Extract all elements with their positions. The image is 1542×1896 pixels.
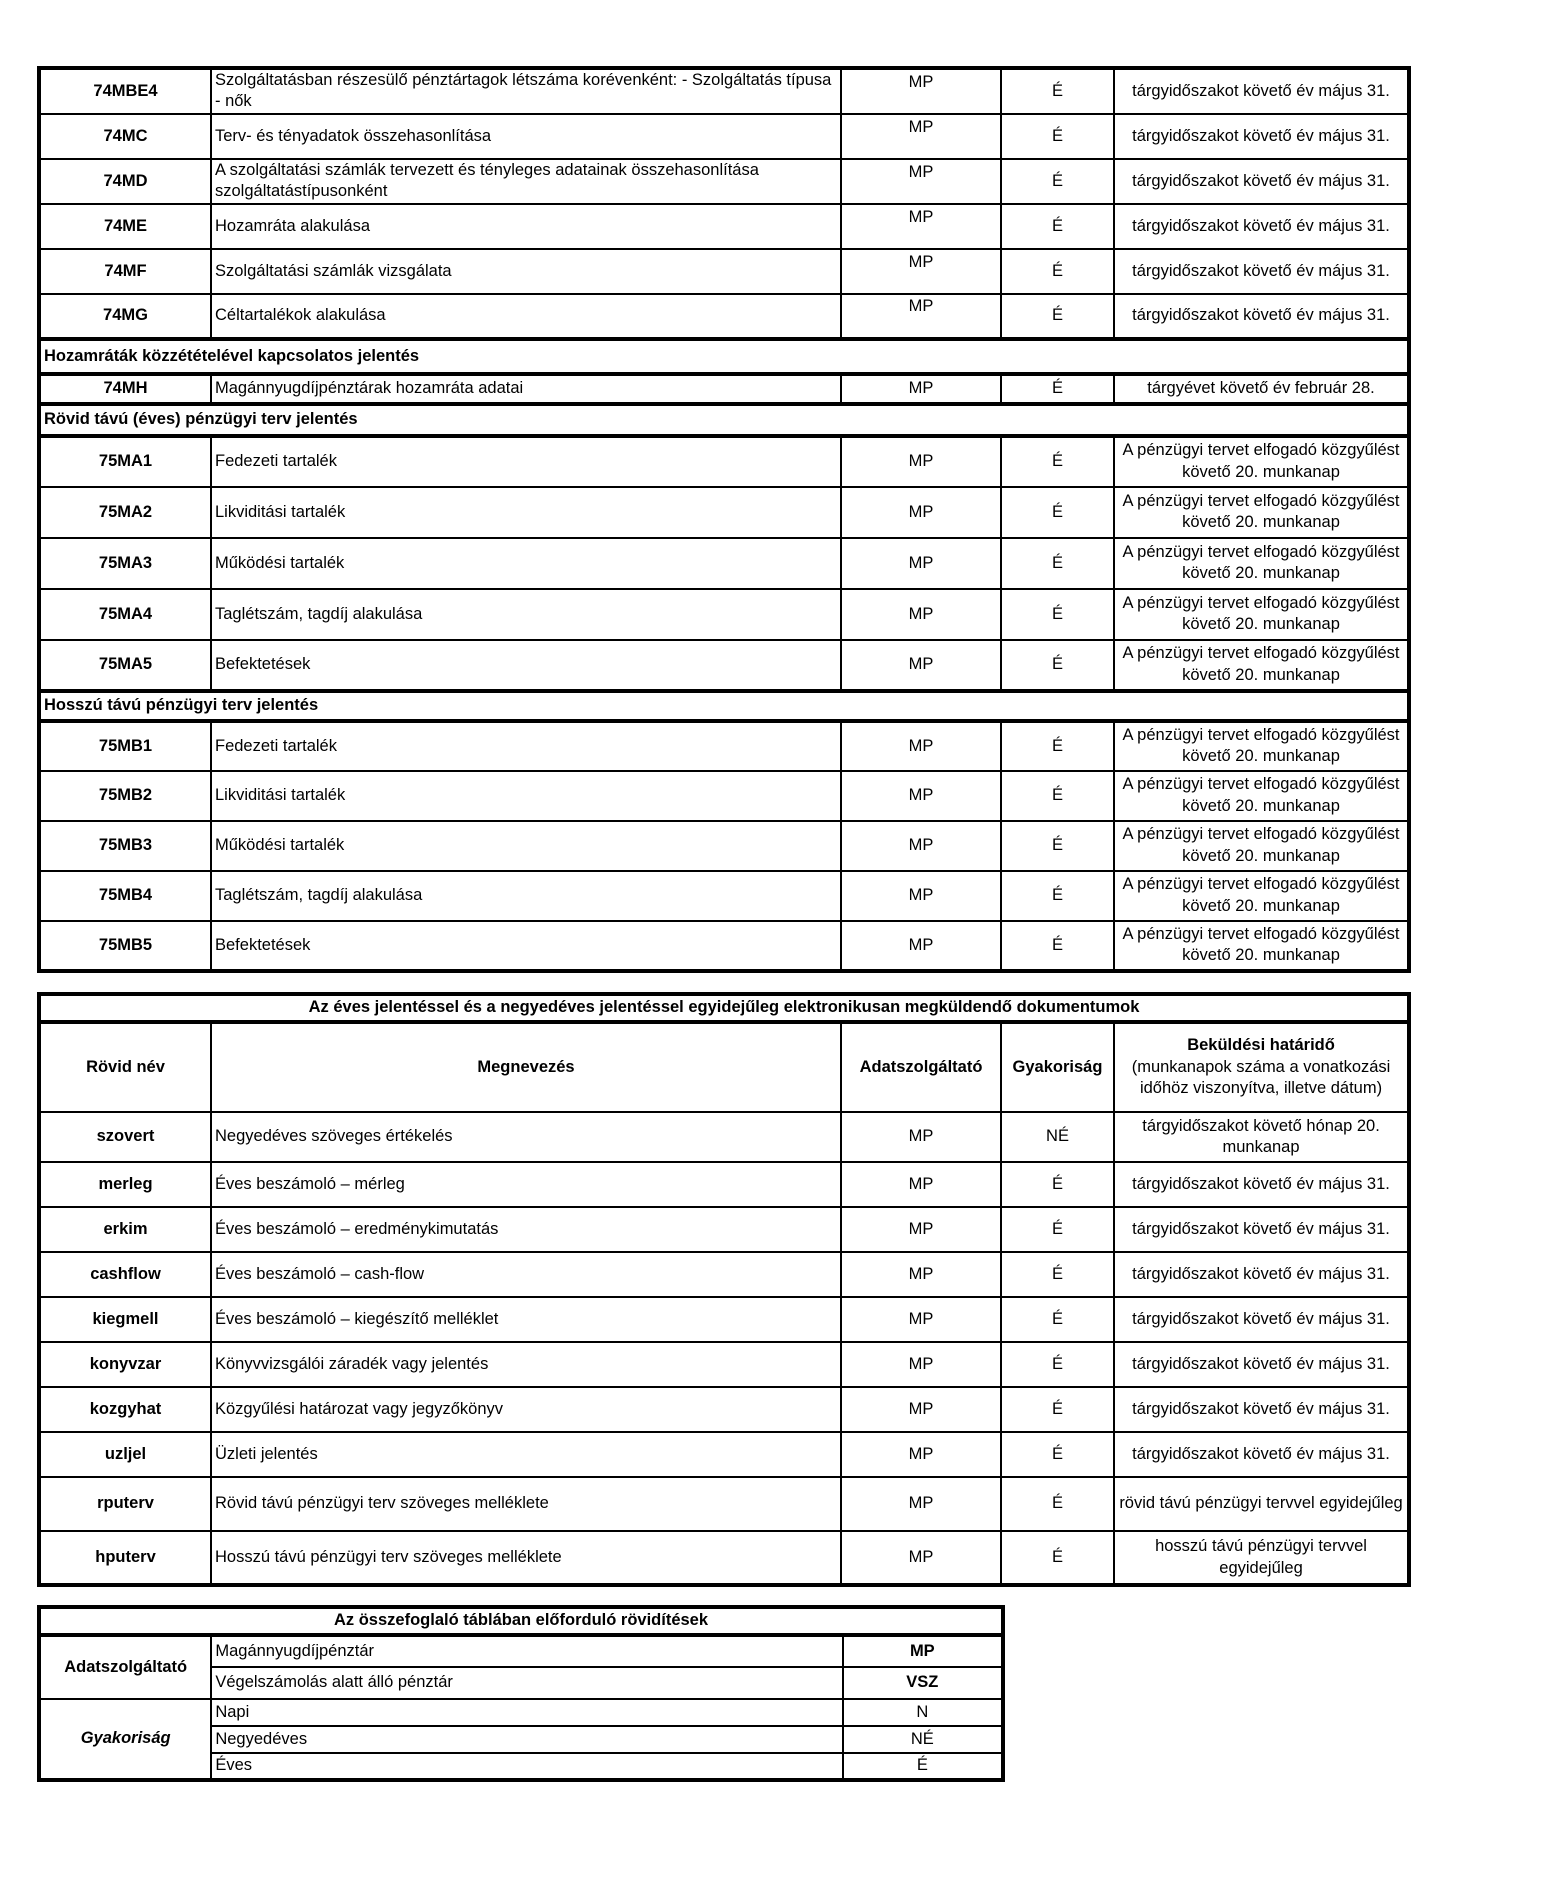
row-name: Taglétszám, tagdíj alakulása (211, 871, 841, 921)
row-code: 74MH (39, 374, 211, 404)
header-deadline (1114, 1022, 1409, 1112)
row-frequency: É (1001, 771, 1114, 821)
row-name: Likviditási tartalék (211, 487, 841, 538)
abbr-code: MP (843, 1635, 1003, 1667)
row-name: Rövid távú pénzügyi terv szöveges melléklete (211, 1477, 841, 1531)
row-deadline: tárgyidőszakot követő év május 31. (1114, 159, 1409, 204)
row-deadline: tárgyidőszakot követő év május 31. (1114, 1387, 1409, 1432)
table-row (39, 538, 1409, 589)
row-frequency: É (1001, 1162, 1114, 1207)
row-provider: MP (841, 159, 1001, 204)
row-provider: MP (841, 1112, 1001, 1162)
row-code: 74MD (39, 159, 211, 204)
row-name: Hozamráta alakulása (211, 204, 841, 249)
header-deadline-note: (munkanapok száma a vonatkozási időhöz viszonyítva, illetve dátum) (1131, 1057, 1391, 1098)
row-code: 75MA4 (39, 589, 211, 640)
documents-table (37, 992, 1411, 1587)
row-frequency: É (1001, 1207, 1114, 1252)
table-row (39, 1477, 1409, 1531)
row-frequency: É (1001, 1342, 1114, 1387)
row-code: 75MA5 (39, 640, 211, 691)
table-row (39, 771, 1409, 821)
row-name: Befektetések (211, 640, 841, 691)
row-provider: MP (841, 1342, 1001, 1387)
row-deadline: tárgyidőszakot követő év május 31. (1114, 1162, 1409, 1207)
row-code: hputerv (39, 1531, 211, 1585)
row-name: Taglétszám, tagdíj alakulása (211, 589, 841, 640)
table-row (39, 1387, 1409, 1432)
table-row (39, 1207, 1409, 1252)
table-row (39, 249, 1409, 294)
row-code: 74MC (39, 114, 211, 159)
table-row (39, 1432, 1409, 1477)
row-provider: MP (841, 1297, 1001, 1342)
row-code: erkim (39, 1207, 211, 1252)
row-provider: MP (841, 538, 1001, 589)
row-frequency: É (1001, 436, 1114, 487)
row-provider: MP (841, 589, 1001, 640)
table-row (39, 1635, 1003, 1667)
table-row (39, 589, 1409, 640)
row-deadline: A pénzügyi tervet elfogadó közgyűlést követő 20. munkanap (1114, 487, 1409, 538)
row-code: konyvzar (39, 1342, 211, 1387)
table-title-row (39, 994, 1409, 1022)
abbr-description: Éves (211, 1753, 842, 1780)
row-provider: MP (841, 374, 1001, 404)
row-deadline: tárgyidőszakot követő év május 31. (1114, 1342, 1409, 1387)
table-row (39, 1342, 1409, 1387)
row-frequency: É (1001, 721, 1114, 771)
row-deadline: A pénzügyi tervet elfogadó közgyűlést követő 20. munkanap (1114, 538, 1409, 589)
row-deadline: tárgyidőszakot követő év május 31. (1114, 114, 1409, 159)
row-name: Szolgáltatásban részesülő pénztártagok létszáma korévenként: - Szolgáltatás típusa - nők (211, 68, 841, 114)
table-row (39, 1252, 1409, 1297)
abbr-code: NÉ (843, 1726, 1003, 1753)
table-row (39, 871, 1409, 921)
row-frequency: É (1001, 204, 1114, 249)
header-short-name: Rövid név (39, 1022, 211, 1112)
row-name: Üzleti jelentés (211, 1432, 841, 1477)
table-row (39, 721, 1409, 771)
row-deadline: tárgyidőszakot követő hónap 20. munkanap (1114, 1112, 1409, 1162)
row-code: 75MB1 (39, 721, 211, 771)
section-heading-row (39, 404, 1409, 436)
table-row (39, 1699, 1003, 1726)
row-deadline: A pénzügyi tervet elfogadó közgyűlést követő 20. munkanap (1114, 921, 1409, 971)
row-deadline: A pénzügyi tervet elfogadó közgyűlést követő 20. munkanap (1114, 640, 1409, 691)
row-code: 75MA1 (39, 436, 211, 487)
row-name: Fedezeti tartalék (211, 721, 841, 771)
row-provider: MP (841, 821, 1001, 871)
section-title: Rövid távú (éves) pénzügyi terv jelentés (39, 404, 1409, 436)
table-row (39, 114, 1409, 159)
row-frequency: É (1001, 871, 1114, 921)
row-name: Magánnyugdíjpénztárak hozamráta adatai (211, 374, 841, 404)
row-deadline: tárgyidőszakot követő év május 31. (1114, 249, 1409, 294)
abbr-description: Végelszámolás alatt álló pénztár (211, 1667, 842, 1699)
row-name: Céltartalékok alakulása (211, 294, 841, 339)
section-heading-row (39, 691, 1409, 721)
row-provider: MP (841, 1162, 1001, 1207)
row-code: 74ME (39, 204, 211, 249)
table-row (39, 294, 1409, 339)
header-provider: Adatszolgáltató (841, 1022, 1001, 1112)
row-name: Szolgáltatási számlák vizsgálata (211, 249, 841, 294)
table-row (39, 1531, 1409, 1585)
row-code: szovert (39, 1112, 211, 1162)
row-code: 75MB4 (39, 871, 211, 921)
row-code: 75MB5 (39, 921, 211, 971)
row-deadline: tárgyidőszakot követő év május 31. (1114, 294, 1409, 339)
row-frequency: É (1001, 159, 1114, 204)
row-provider: MP (841, 921, 1001, 971)
table-row (39, 374, 1409, 404)
header-deadline-title: Beküldési határidő (1187, 1036, 1335, 1055)
row-provider: MP (841, 294, 1001, 339)
row-frequency: NÉ (1001, 1112, 1114, 1162)
row-deadline: tárgyidőszakot követő év május 31. (1114, 1252, 1409, 1297)
row-code: cashflow (39, 1252, 211, 1297)
table-title: Az éves jelentéssel és a negyedéves jelentéssel egyidejűleg elektronikusan megküldendő dokumentumok (39, 994, 1409, 1022)
row-deadline: A pénzügyi tervet elfogadó közgyűlést követő 20. munkanap (1114, 436, 1409, 487)
table-row (39, 821, 1409, 871)
table-row (39, 159, 1409, 204)
table-row (39, 1112, 1409, 1162)
row-frequency: É (1001, 821, 1114, 871)
abbr-code: VSZ (843, 1667, 1003, 1699)
row-name: Közgyűlési határozat vagy jegyzőkönyv (211, 1387, 841, 1432)
row-name: Működési tartalék (211, 821, 841, 871)
row-deadline: tárgyidőszakot követő év május 31. (1114, 204, 1409, 249)
row-code: 75MB2 (39, 771, 211, 821)
table-title: Az összefoglaló táblában előforduló rövidítések (39, 1607, 1003, 1635)
row-deadline: rövid távú pénzügyi tervvel egyidejűleg (1114, 1477, 1409, 1531)
row-provider: MP (841, 487, 1001, 538)
row-deadline: tárgyidőszakot követő év május 31. (1114, 1207, 1409, 1252)
abbr-description: Magánnyugdíjpénztár (211, 1635, 842, 1667)
row-frequency: É (1001, 1252, 1114, 1297)
table-row (39, 436, 1409, 487)
row-provider: MP (841, 771, 1001, 821)
row-provider: MP (841, 1477, 1001, 1531)
abbr-description: Napi (211, 1699, 842, 1726)
report-table (37, 66, 1411, 973)
section-heading-row (39, 339, 1409, 374)
row-provider: MP (841, 436, 1001, 487)
row-deadline: tárgyévet követő év február 28. (1114, 374, 1409, 404)
row-deadline: tárgyidőszakot követő év május 31. (1114, 68, 1409, 114)
row-name: Hosszú távú pénzügyi terv szöveges melléklete (211, 1531, 841, 1585)
abbr-code: É (843, 1753, 1003, 1780)
row-provider: MP (841, 1252, 1001, 1297)
row-name: Likviditási tartalék (211, 771, 841, 821)
row-deadline: hosszú távú pénzügyi tervvel egyidejűleg (1114, 1531, 1409, 1585)
row-frequency: É (1001, 1432, 1114, 1477)
abbreviations-table (37, 1605, 1005, 1782)
row-frequency: É (1001, 1387, 1114, 1432)
row-provider: MP (841, 1432, 1001, 1477)
header-name: Megnevezés (211, 1022, 841, 1112)
row-provider: MP (841, 204, 1001, 249)
row-deadline: A pénzügyi tervet elfogadó közgyűlést követő 20. munkanap (1114, 589, 1409, 640)
row-name: Terv- és tényadatok összehasonlítása (211, 114, 841, 159)
row-frequency: É (1001, 294, 1114, 339)
row-code: 74MG (39, 294, 211, 339)
table-title-row (39, 1607, 1003, 1635)
row-frequency: É (1001, 640, 1114, 691)
row-name: Működési tartalék (211, 538, 841, 589)
row-code: 75MA2 (39, 487, 211, 538)
row-name: Éves beszámoló – cash-flow (211, 1252, 841, 1297)
row-code: 75MB3 (39, 821, 211, 871)
group-label: Gyakoriság (39, 1699, 211, 1780)
row-deadline: A pénzügyi tervet elfogadó közgyűlést követő 20. munkanap (1114, 821, 1409, 871)
row-provider: MP (841, 1207, 1001, 1252)
row-deadline: tárgyidőszakot követő év május 31. (1114, 1297, 1409, 1342)
row-name: Éves beszámoló – eredménykimutatás (211, 1207, 841, 1252)
row-code: 75MA3 (39, 538, 211, 589)
row-frequency: É (1001, 589, 1114, 640)
row-frequency: É (1001, 921, 1114, 971)
row-frequency: É (1001, 1531, 1114, 1585)
row-frequency: É (1001, 1477, 1114, 1531)
row-name: Éves beszámoló – mérleg (211, 1162, 841, 1207)
row-code: 74MBE4 (39, 68, 211, 114)
row-provider: MP (841, 114, 1001, 159)
table-row (39, 1297, 1409, 1342)
section-title: Hozamráták közzétételével kapcsolatos jelentés (39, 339, 1409, 374)
row-name: Befektetések (211, 921, 841, 971)
table-row (39, 487, 1409, 538)
row-provider: MP (841, 68, 1001, 114)
row-frequency: É (1001, 68, 1114, 114)
row-provider: MP (841, 1387, 1001, 1432)
row-frequency: É (1001, 114, 1114, 159)
row-provider: MP (841, 721, 1001, 771)
row-name: Éves beszámoló – kiegészítő melléklet (211, 1297, 841, 1342)
row-provider: MP (841, 1531, 1001, 1585)
row-code: kozgyhat (39, 1387, 211, 1432)
row-deadline: tárgyidőszakot követő év május 31. (1114, 1432, 1409, 1477)
row-deadline: A pénzügyi tervet elfogadó közgyűlést követő 20. munkanap (1114, 771, 1409, 821)
group-label: Adatszolgáltató (39, 1635, 211, 1699)
row-frequency: É (1001, 1297, 1114, 1342)
row-frequency: É (1001, 374, 1114, 404)
table-row (39, 921, 1409, 971)
table-row (39, 1162, 1409, 1207)
table-row (39, 204, 1409, 249)
row-code: merleg (39, 1162, 211, 1207)
row-provider: MP (841, 871, 1001, 921)
table-row (39, 640, 1409, 691)
row-deadline: A pénzügyi tervet elfogadó közgyűlést követő 20. munkanap (1114, 721, 1409, 771)
row-code: rputerv (39, 1477, 211, 1531)
row-name: A szolgáltatási számlák tervezett és tényleges adatainak összehasonlítása szolgáltatástípusonként (211, 159, 841, 204)
header-frequency: Gyakoriság (1001, 1022, 1114, 1112)
row-name: Könyvvizsgálói záradék vagy jelentés (211, 1342, 841, 1387)
row-frequency: É (1001, 487, 1114, 538)
abbr-code: N (843, 1699, 1003, 1726)
table-row (39, 68, 1409, 114)
section-title: Hosszú távú pénzügyi terv jelentés (39, 691, 1409, 721)
row-deadline: A pénzügyi tervet elfogadó közgyűlést követő 20. munkanap (1114, 871, 1409, 921)
row-name: Fedezeti tartalék (211, 436, 841, 487)
row-provider: MP (841, 640, 1001, 691)
row-code: 74MF (39, 249, 211, 294)
row-provider: MP (841, 249, 1001, 294)
header-row (39, 1022, 1409, 1112)
row-frequency: É (1001, 538, 1114, 589)
row-code: uzljel (39, 1432, 211, 1477)
row-frequency: É (1001, 249, 1114, 294)
abbr-description: Negyedéves (211, 1726, 842, 1753)
row-code: kiegmell (39, 1297, 211, 1342)
row-name: Negyedéves szöveges értékelés (211, 1112, 841, 1162)
